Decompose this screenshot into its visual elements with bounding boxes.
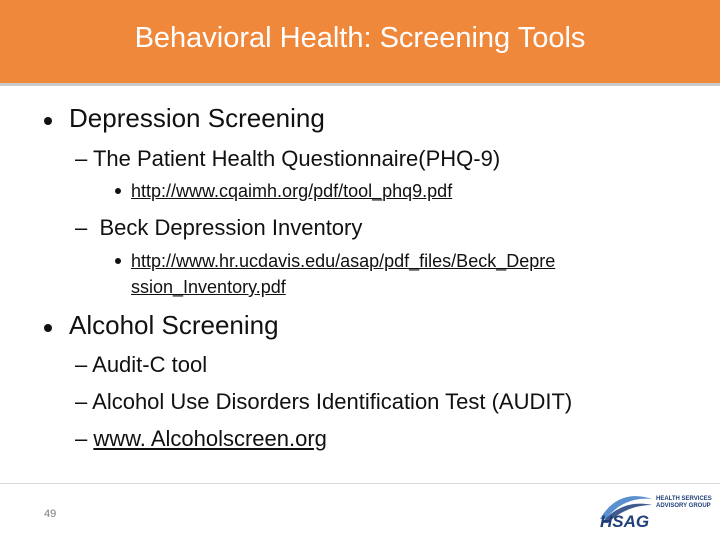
beck-label: Beck Depression Inventory <box>99 215 363 240</box>
slide-title: Behavioral Health: Screening Tools <box>134 22 586 54</box>
sub-bullet-beck: – Beck Depression Inventory <box>75 215 363 240</box>
sub-bullet-phq9: – The Patient Health Questionnaire(PHQ-9) <box>75 146 501 171</box>
sub-bullet-audit-c: – Audit-C tool <box>75 352 208 377</box>
bullet-dot <box>44 117 52 125</box>
bullet-dot <box>115 258 121 264</box>
bullet-depression-screening: Depression Screening <box>69 103 325 133</box>
phq9-label: The Patient Health Questionnaire(PHQ-9) <box>92 146 501 171</box>
bullet-dot <box>115 188 121 194</box>
bullet-dot <box>44 324 52 332</box>
footer-divider <box>0 483 720 484</box>
logo-wordmark: HSAG <box>600 512 650 531</box>
beck-link-line1[interactable] <box>131 251 555 272</box>
sub-bullet-alcoholscreen[interactable]: – www. Alcoholscreen.org <box>75 426 327 451</box>
phq9-link[interactable] <box>131 181 452 202</box>
bullet-alcohol-screening: Alcohol Screening <box>69 310 279 340</box>
audit-label: Alcohol Use Disorders Identification Test (AUDIT) <box>92 389 573 414</box>
beck-link-line2[interactable] <box>131 277 286 298</box>
audit-c-label: Audit-C tool <box>92 352 208 377</box>
sub-bullet-audit: – Alcohol Use Disorders Identification Test (AUDIT) <box>75 389 573 414</box>
page-number: 49 <box>44 508 57 520</box>
alcoholscreen-link[interactable]: www. Alcoholscreen.org <box>93 426 327 451</box>
beck-link-text-1[interactable]: http://www.hr.ucdavis.edu/asap/pdf_files/Beck_Depre <box>131 251 556 271</box>
logo-tagline: HEALTH SERVICES ADVISORY GROUP <box>656 496 712 509</box>
phq9-link-text[interactable]: http://www.cqaimh.org/pdf/tool_phq9.pdf <box>131 181 453 201</box>
beck-link-text-2[interactable]: ssion_Inventory.pdf <box>131 277 286 297</box>
